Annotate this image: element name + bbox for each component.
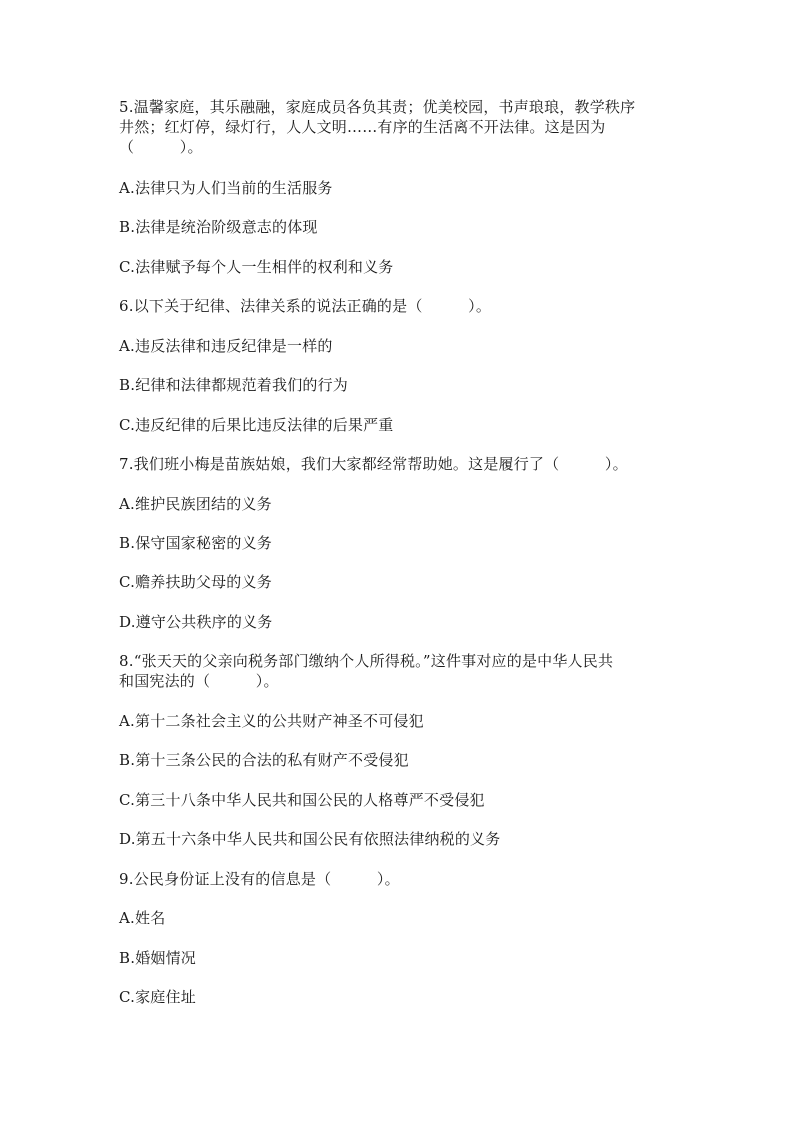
q5-stem-line-3: （ ）。	[119, 138, 203, 156]
q8-option-a: A.第十二条社会主义的公共财产神圣不可侵犯	[119, 712, 424, 730]
q5-option-b: B.法律是统治阶级意志的体现	[119, 218, 318, 236]
q9-option-c: C.家庭住址	[119, 988, 196, 1006]
q5-stem-line-1: 5.温馨家庭，其乐融融，家庭成员各负其责；优美校园，书声琅琅，教学秩序	[119, 98, 636, 116]
q7-stem: 7.我们班小梅是苗族姑娘，我们大家都经常帮助她。这是履行了（ ）。	[119, 455, 628, 473]
q6-option-b: B.纪律和法律都规范着我们的行为	[119, 376, 348, 394]
q5-stem-line-2: 井然；红灯停，绿灯行，人人文明……有序的生活离不开法律。这是因为	[119, 118, 606, 136]
q7-option-d: D.遵守公共秩序的义务	[119, 613, 273, 631]
q9-stem: 9.公民身份证上没有的信息是（ ）。	[119, 870, 400, 888]
q5-option-c: C.法律赋予每个人一生相伴的权利和义务	[119, 258, 394, 276]
q8-stem-line-1: 8.“张天天的父亲向税务部门缴纳个人所得税。”这件事对应的是中华人民共	[119, 652, 614, 670]
q7-option-a: A.维护民族团结的义务	[119, 495, 272, 513]
q9-option-a: A.姓名	[119, 909, 166, 927]
q6-option-a: A.违反法律和违反纪律是一样的	[119, 337, 333, 355]
q6-option-c: C.违反纪律的后果比违反法律的后果严重	[119, 416, 394, 434]
q8-option-c: C.第三十八条中华人民共和国公民的人格尊严不受侵犯	[119, 791, 485, 809]
q9-option-b: B.婚姻情况	[119, 949, 196, 967]
q7-option-b: B.保守国家秘密的义务	[119, 534, 272, 552]
q8-option-d: D.第五十六条中华人民共和国公民有依照法律纳税的义务	[119, 830, 501, 848]
q8-stem-line-2: 和国宪法的（ ）。	[119, 672, 279, 690]
q7-option-c: C.赡养扶助父母的义务	[119, 573, 272, 591]
q5-option-a: A.法律只为人们当前的生活服务	[119, 179, 333, 197]
q6-stem: 6.以下关于纪律、法律关系的说法正确的是（ ）。	[119, 297, 492, 315]
q8-option-b: B.第十三条公民的合法的私有财产不受侵犯	[119, 751, 409, 769]
